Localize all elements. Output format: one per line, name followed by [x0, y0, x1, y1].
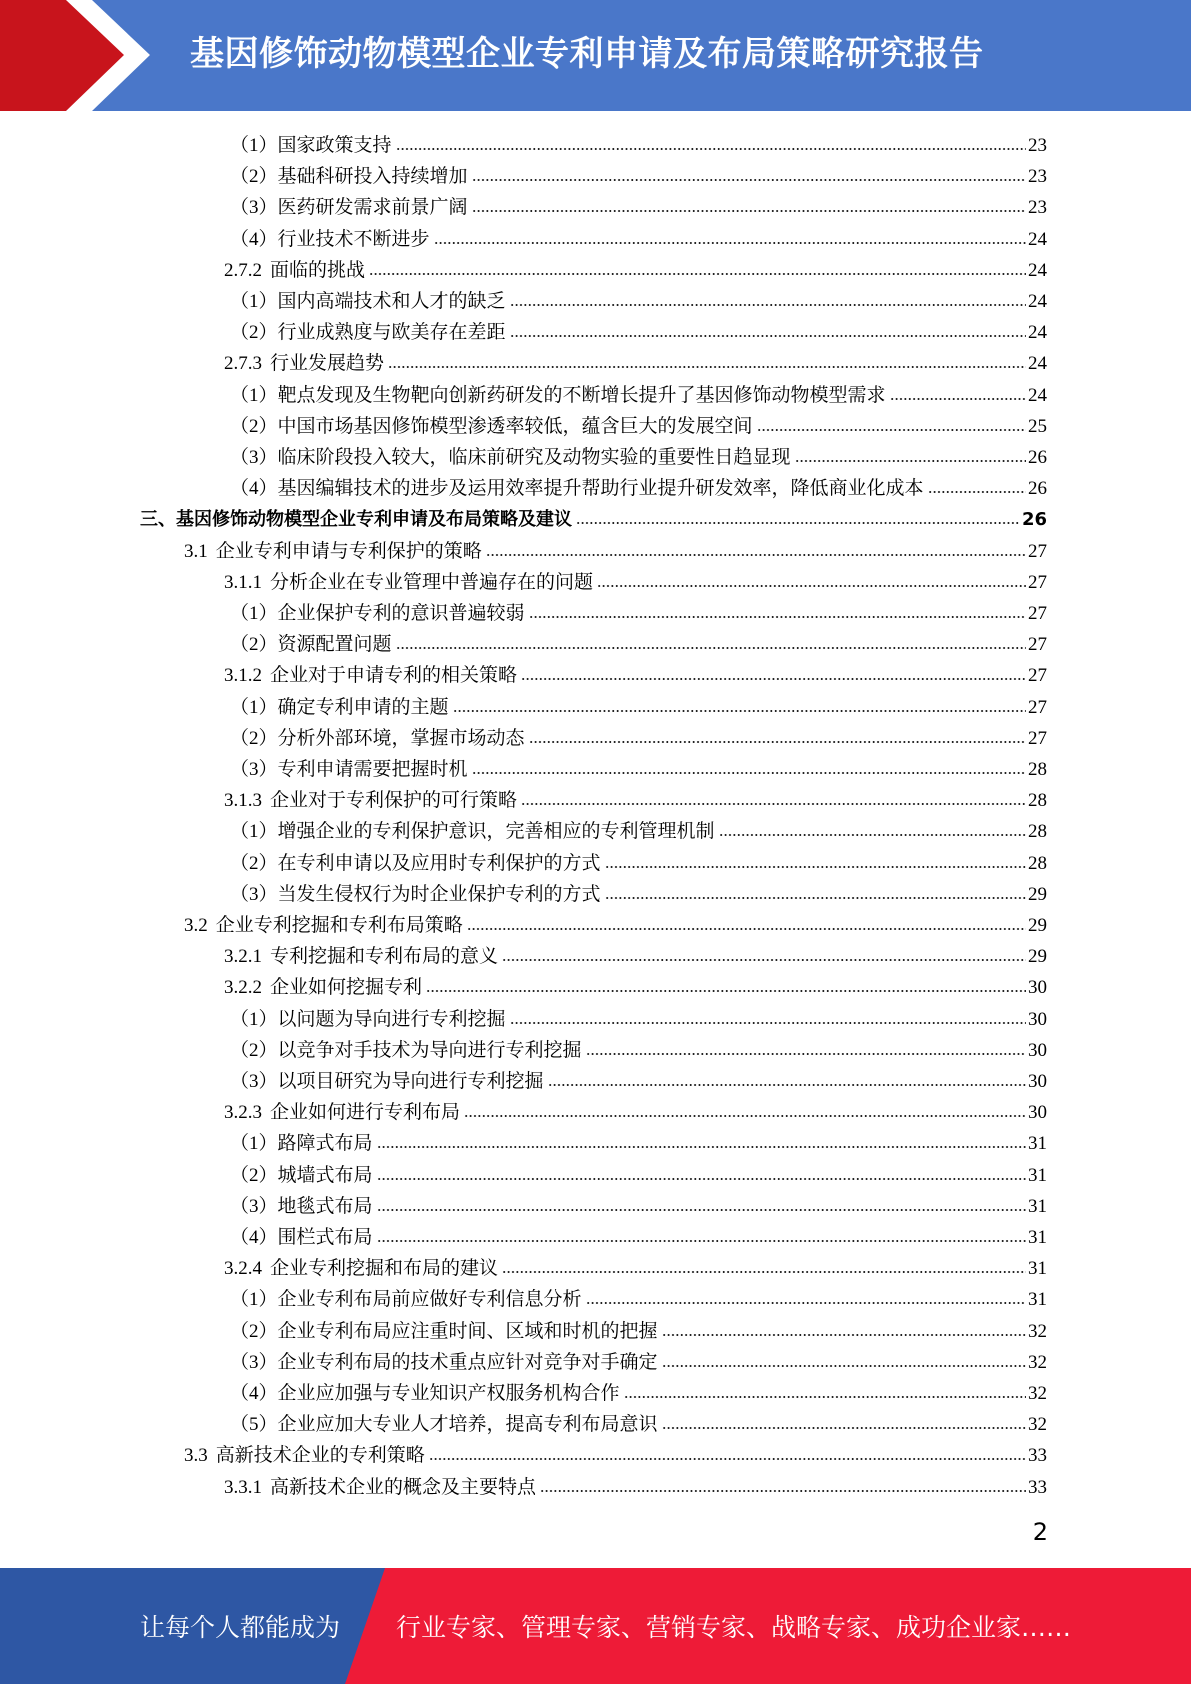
toc-dot-leader — [662, 1363, 1026, 1369]
toc-entry-page: 31 — [1028, 1133, 1047, 1155]
toc-entry[interactable] — [224, 345, 1047, 376]
toc-dot-leader — [472, 177, 1026, 183]
toc-entry[interactable] — [230, 283, 1047, 314]
toc-entry[interactable] — [230, 626, 1047, 657]
toc-entry[interactable] — [230, 1344, 1047, 1375]
toc-entry-number: 3.2.4 — [224, 1258, 262, 1280]
footer-slogan-left: 让每个人都能成为 — [140, 1613, 341, 1642]
toc-entry-number: 2.7.2 — [224, 259, 262, 281]
toc-entry-page: 29 — [1028, 915, 1047, 936]
toc-entry[interactable] — [230, 314, 1047, 345]
toc-entry-number: 3.1.3 — [224, 790, 262, 812]
page-header — [0, 0, 1191, 111]
toc-entry-page: 31 — [1028, 1195, 1047, 1217]
toc-entry-title: 中国市场基因修饰模型渗透率较低，蕴含巨大的发展空间 — [277, 415, 753, 437]
toc-entry-title: 资源配置问题 — [277, 634, 392, 656]
toc-entry-title: 路障式布局 — [277, 1133, 373, 1155]
toc-entry[interactable] — [184, 1437, 1047, 1468]
toc-entry-page: 28 — [1028, 759, 1047, 780]
toc-entry-number: （4） — [230, 1383, 278, 1404]
toc-entry-title: 企业专利布局的技术重点应针对竞争对手确定 — [277, 1351, 658, 1373]
toc-entry-number: 2.7.3 — [224, 353, 262, 375]
toc-entry-number: （1） — [230, 291, 278, 312]
toc-entry-number: 3.3 — [184, 1445, 208, 1467]
toc-dot-leader — [396, 645, 1026, 651]
toc-entry-number: （2） — [230, 634, 278, 656]
toc-entry-page: 24 — [1028, 228, 1047, 250]
toc-entry[interactable] — [230, 1281, 1047, 1312]
toc-entry[interactable] — [230, 1188, 1047, 1219]
toc-entry-number: （2） — [230, 727, 278, 749]
toc-entry-number: 3.2 — [184, 915, 208, 936]
toc-entry-page: 27 — [1028, 540, 1047, 562]
toc-entry-page: 25 — [1028, 415, 1047, 437]
toc-entry-number: （3） — [230, 759, 278, 780]
toc-dot-leader — [757, 427, 1026, 433]
toc-dot-leader — [576, 520, 1020, 526]
toc-entry-title: 以项目研究为导向进行专利挖掘 — [277, 1071, 544, 1092]
toc-dot-leader — [662, 1332, 1026, 1338]
page-footer — [0, 1568, 1191, 1684]
toc-entry[interactable] — [230, 1063, 1047, 1094]
toc-entry-number: 3.1.1 — [224, 571, 262, 593]
toc-entry-number: （3） — [230, 197, 278, 219]
toc-dot-leader — [426, 988, 1026, 994]
toc-entry[interactable] — [224, 782, 1047, 813]
toc-dot-leader — [662, 1425, 1026, 1431]
toc-dot-leader — [510, 302, 1026, 308]
toc-entry-title: 地毯式布局 — [277, 1195, 373, 1217]
toc-entry-page: 27 — [1028, 665, 1047, 687]
toc-entry-title: 临床阶段投入较大，临床前研究及动物实验的重要性日趋显现 — [277, 447, 791, 468]
toc-dot-leader — [464, 1113, 1026, 1119]
toc-entry-page: 32 — [1028, 1351, 1047, 1373]
toc-entry-title: 企业应加强与专业知识产权服务机构合作 — [277, 1383, 620, 1404]
toc-entry-page: 30 — [1028, 1071, 1047, 1092]
toc-dot-leader — [521, 801, 1026, 807]
toc-entry-number: （1） — [230, 1008, 278, 1030]
toc-entry-title: 在专利申请以及应用时专利保护的方式 — [277, 852, 601, 874]
toc-entry-page: 26 — [1021, 509, 1047, 531]
toc-entry-number: （5） — [230, 1414, 278, 1436]
toc-entry-number: 3.2.2 — [224, 977, 262, 999]
toc-entry-page: 32 — [1028, 1320, 1047, 1342]
toc-entry[interactable] — [224, 969, 1047, 1000]
toc-entry[interactable] — [230, 408, 1047, 439]
toc-entry[interactable] — [230, 1125, 1047, 1156]
toc-entry-page: 31 — [1028, 1258, 1047, 1280]
toc-entry-title: 行业技术不断进步 — [277, 228, 430, 250]
toc-entry[interactable] — [230, 1001, 1047, 1032]
toc-entry-page: 27 — [1028, 603, 1047, 624]
toc-dot-leader — [377, 1176, 1026, 1182]
toc-dot-leader — [502, 957, 1026, 963]
toc-entry-page: 26 — [1028, 447, 1047, 468]
toc-entry[interactable] — [224, 1469, 1047, 1500]
toc-entry-title: 企业专利布局应注重时间、区域和时机的把握 — [277, 1320, 658, 1342]
toc-entry-title: 企业专利挖掘和布局的建议 — [270, 1258, 499, 1280]
toc-entry[interactable] — [224, 657, 1047, 688]
toc-entry-title: 增强企业的专利保护意识，完善相应的专利管理机制 — [277, 821, 715, 843]
toc-entry-number: （3） — [230, 1351, 278, 1373]
toc-entry-page: 30 — [1028, 1039, 1047, 1061]
toc-entry-number: （1） — [230, 1133, 278, 1155]
toc-entry-title: 国内高端技术和人才的缺乏 — [277, 291, 506, 312]
toc-entry-number: （1） — [230, 135, 278, 156]
toc-entry-title: 城墙式布局 — [277, 1164, 373, 1186]
toc-entry-title: 企业对于申请专利的相关策略 — [270, 665, 518, 687]
toc-entry[interactable] — [230, 1406, 1047, 1437]
toc-entry-page: 23 — [1028, 166, 1047, 188]
toc-entry-number: （4） — [230, 228, 278, 250]
toc-dot-leader — [597, 583, 1026, 589]
toc-entry-title: 行业成熟度与欧美存在差距 — [277, 322, 506, 344]
toc-entry[interactable] — [230, 1032, 1047, 1063]
toc-entry-number: 3.2.1 — [224, 946, 262, 968]
toc-dot-leader — [719, 832, 1026, 838]
toc-entry[interactable] — [184, 533, 1047, 564]
toc-entry-page: 24 — [1028, 384, 1047, 406]
toc-dot-leader — [453, 708, 1026, 714]
toc-entry-title: 当发生侵权行为时企业保护专利的方式 — [277, 883, 601, 905]
toc-entry-number: （2） — [230, 322, 278, 344]
toc-entry[interactable] — [230, 876, 1047, 907]
toc-entry-number: （2） — [230, 1039, 278, 1061]
toc-entry-number: （1） — [230, 603, 278, 624]
toc-entry-page: 29 — [1028, 883, 1047, 905]
toc-entry-page: 27 — [1028, 634, 1047, 656]
toc-entry[interactable] — [230, 1375, 1047, 1406]
toc-entry-number: （3） — [230, 447, 278, 468]
toc-entry[interactable] — [230, 751, 1047, 782]
toc-entry[interactable] — [230, 845, 1047, 876]
toc-entry-number: （1） — [230, 1289, 278, 1311]
toc-entry-page: 32 — [1028, 1414, 1047, 1436]
toc-dot-leader — [369, 271, 1026, 277]
toc-entry[interactable] — [230, 377, 1047, 408]
toc-entry[interactable] — [230, 221, 1047, 252]
toc-entry-title: 以问题为导向进行专利挖掘 — [277, 1008, 506, 1030]
toc-entry-page: 31 — [1028, 1289, 1047, 1311]
toc-entry-number: 3.1 — [184, 540, 208, 562]
toc-dot-leader — [548, 1082, 1026, 1088]
toc-entry-title: 高新技术企业的专利策略 — [215, 1445, 425, 1467]
toc-dot-leader — [486, 552, 1026, 558]
toc-entry[interactable] — [230, 720, 1047, 751]
toc-entry[interactable] — [224, 252, 1047, 283]
toc-dot-leader — [605, 895, 1026, 901]
toc-entry[interactable] — [224, 564, 1047, 595]
toc-entry-title: 面临的挑战 — [270, 259, 366, 281]
toc-entry-page: 32 — [1028, 1383, 1047, 1404]
toc-entry-number: （1） — [230, 821, 278, 843]
toc-entry-number: （2） — [230, 852, 278, 874]
toc-entry-number: 3.3.1 — [224, 1476, 262, 1498]
toc-entry[interactable] — [230, 689, 1047, 720]
toc-entry[interactable] — [230, 1313, 1047, 1344]
toc-entry[interactable] — [230, 470, 1047, 501]
toc-dot-leader — [377, 1238, 1026, 1244]
toc-dot-leader — [510, 333, 1026, 339]
report-title: 基因修饰动物模型企业专利申请及布局策略研究报告 — [190, 34, 984, 74]
toc-dot-leader — [624, 1394, 1026, 1400]
toc-entry-title: 企业专利挖掘和专利布局策略 — [215, 915, 463, 936]
toc-entry-page: 31 — [1028, 1227, 1047, 1248]
toc-entry[interactable] — [230, 439, 1047, 470]
toc-dot-leader — [396, 146, 1026, 152]
toc-dot-leader — [472, 208, 1026, 214]
toc-dot-leader — [510, 1020, 1026, 1026]
toc-entry-title: 企业专利申请与专利保护的策略 — [215, 540, 482, 562]
toc-dot-leader — [429, 1456, 1026, 1462]
toc-dot-leader — [529, 614, 1026, 620]
toc-dot-leader — [540, 1488, 1026, 1494]
toc-entry-number: 三、 — [140, 509, 176, 531]
toc-entry-page: 28 — [1028, 852, 1047, 874]
toc-entry-number: （2） — [230, 166, 278, 188]
toc-entry-page: 31 — [1028, 1164, 1047, 1186]
toc-entry-number: （2） — [230, 1164, 278, 1186]
toc-entry[interactable] — [230, 813, 1047, 844]
toc-entry-page: 24 — [1028, 353, 1047, 375]
toc-dot-leader — [529, 739, 1026, 745]
toc-entry-number: （2） — [230, 415, 278, 437]
toc-entry[interactable] — [230, 595, 1047, 626]
toc-entry[interactable] — [230, 1157, 1047, 1188]
toc-entry-number: （4） — [230, 1227, 278, 1248]
toc-entry-page: 24 — [1028, 322, 1047, 344]
toc-entry[interactable] — [224, 1250, 1047, 1281]
toc-entry-number: （3） — [230, 883, 278, 905]
toc-dot-leader — [502, 1269, 1026, 1275]
toc-entry-number: （3） — [230, 1071, 278, 1092]
toc-entry[interactable] — [230, 189, 1047, 220]
toc-dot-leader — [521, 676, 1026, 682]
toc-entry[interactable] — [224, 1094, 1047, 1125]
toc-dot-leader — [377, 1207, 1026, 1213]
toc-entry-page: 27 — [1028, 727, 1047, 749]
toc-entry-title: 分析外部环境，掌握市场动态 — [277, 727, 525, 749]
toc-dot-leader — [434, 240, 1026, 246]
toc-entry-title: 企业如何挖掘专利 — [270, 977, 423, 999]
toc-entry-page: 27 — [1028, 696, 1047, 718]
toc-dot-leader — [388, 364, 1026, 370]
toc-entry-number: （4） — [230, 478, 278, 500]
toc-entry[interactable] — [184, 907, 1047, 938]
toc-entry-title: 基因编辑技术的进步及运用效率提升帮助行业提升研发效率，降低商业化成本 — [277, 478, 924, 500]
toc-entry[interactable] — [230, 1219, 1047, 1250]
toc-entry-page: 27 — [1028, 571, 1047, 593]
toc-entry-page: 26 — [1028, 478, 1047, 500]
toc-entry-title: 基础科研投入持续增加 — [277, 166, 468, 188]
toc-entry-number: （1） — [230, 384, 278, 406]
toc-dot-leader — [467, 926, 1026, 932]
toc-dot-leader — [586, 1051, 1026, 1057]
toc-dot-leader — [586, 1300, 1026, 1306]
toc-entry-title: 专利申请需要把握时机 — [277, 759, 468, 780]
toc-entry[interactable] — [230, 158, 1047, 189]
toc-entry-title: 以竞争对手技术为导向进行专利挖掘 — [277, 1039, 582, 1061]
toc-entry-title: 企业保护专利的意识普遍较弱 — [277, 603, 525, 624]
page-number: 2 — [1032, 1518, 1048, 1546]
toc-entry-page: 30 — [1028, 1008, 1047, 1030]
toc-dot-leader — [377, 1144, 1026, 1150]
toc-entry-number: 3.2.3 — [224, 1102, 262, 1124]
toc-entry-page: 30 — [1028, 1102, 1047, 1124]
toc-entry-title: 行业发展趋势 — [270, 353, 385, 375]
toc-dot-leader — [795, 458, 1026, 464]
toc-entry-title: 高新技术企业的概念及主要特点 — [270, 1476, 537, 1498]
toc-entry-title: 分析企业在专业管理中普遍存在的问题 — [270, 571, 594, 593]
toc-entry-page: 23 — [1028, 135, 1047, 156]
toc-entry-page: 29 — [1028, 946, 1047, 968]
toc-entry-page: 28 — [1028, 790, 1047, 812]
toc-entry-page: 28 — [1028, 821, 1047, 843]
toc-entry-page: 33 — [1028, 1445, 1047, 1467]
toc-entry-title: 专利挖掘和专利布局的意义 — [270, 946, 499, 968]
toc-entry-page: 23 — [1028, 197, 1047, 219]
toc-entry-number: （3） — [230, 1195, 278, 1217]
toc-entry-page: 24 — [1028, 259, 1047, 281]
toc-entry-title: 基因修饰动物模型企业专利申请及布局策略及建议 — [176, 509, 572, 531]
toc-dot-leader — [928, 489, 1026, 495]
toc-dot-leader — [890, 396, 1026, 402]
toc-entry[interactable] — [140, 501, 1047, 532]
toc-dot-leader — [605, 864, 1026, 870]
toc-entry-number: 3.1.2 — [224, 665, 262, 687]
toc-entry-title: 企业对于专利保护的可行策略 — [270, 790, 518, 812]
toc-entry-title: 国家政策支持 — [277, 135, 392, 156]
toc-entry[interactable] — [230, 127, 1047, 158]
toc-entry-page: 30 — [1028, 977, 1047, 999]
toc-entry[interactable] — [224, 938, 1047, 969]
toc-entry-number: （2） — [230, 1320, 278, 1342]
toc-entry-title: 企业如何进行专利布局 — [270, 1102, 461, 1124]
toc-entry-title: 企业应加大专业人才培养，提高专利布局意识 — [277, 1414, 658, 1436]
toc-entry-title: 医药研发需求前景广阔 — [277, 197, 468, 219]
footer-slogan-right: 行业专家、管理专家、营销专家、战略专家、成功企业家…… — [396, 1613, 1072, 1642]
toc-entry-title: 确定专利申请的主题 — [277, 696, 449, 718]
toc-dot-leader — [472, 770, 1026, 776]
toc-entry-title: 围栏式布局 — [277, 1227, 373, 1248]
toc-entry-number: （1） — [230, 696, 278, 718]
toc-entry-page: 33 — [1028, 1476, 1047, 1498]
toc-entry-page: 24 — [1028, 291, 1047, 312]
toc-entry-title: 企业专利布局前应做好专利信息分析 — [277, 1289, 582, 1311]
toc-entry-title: 靶点发现及生物靶向创新药研发的不断增长提升了基因修饰动物模型需求 — [277, 384, 886, 406]
